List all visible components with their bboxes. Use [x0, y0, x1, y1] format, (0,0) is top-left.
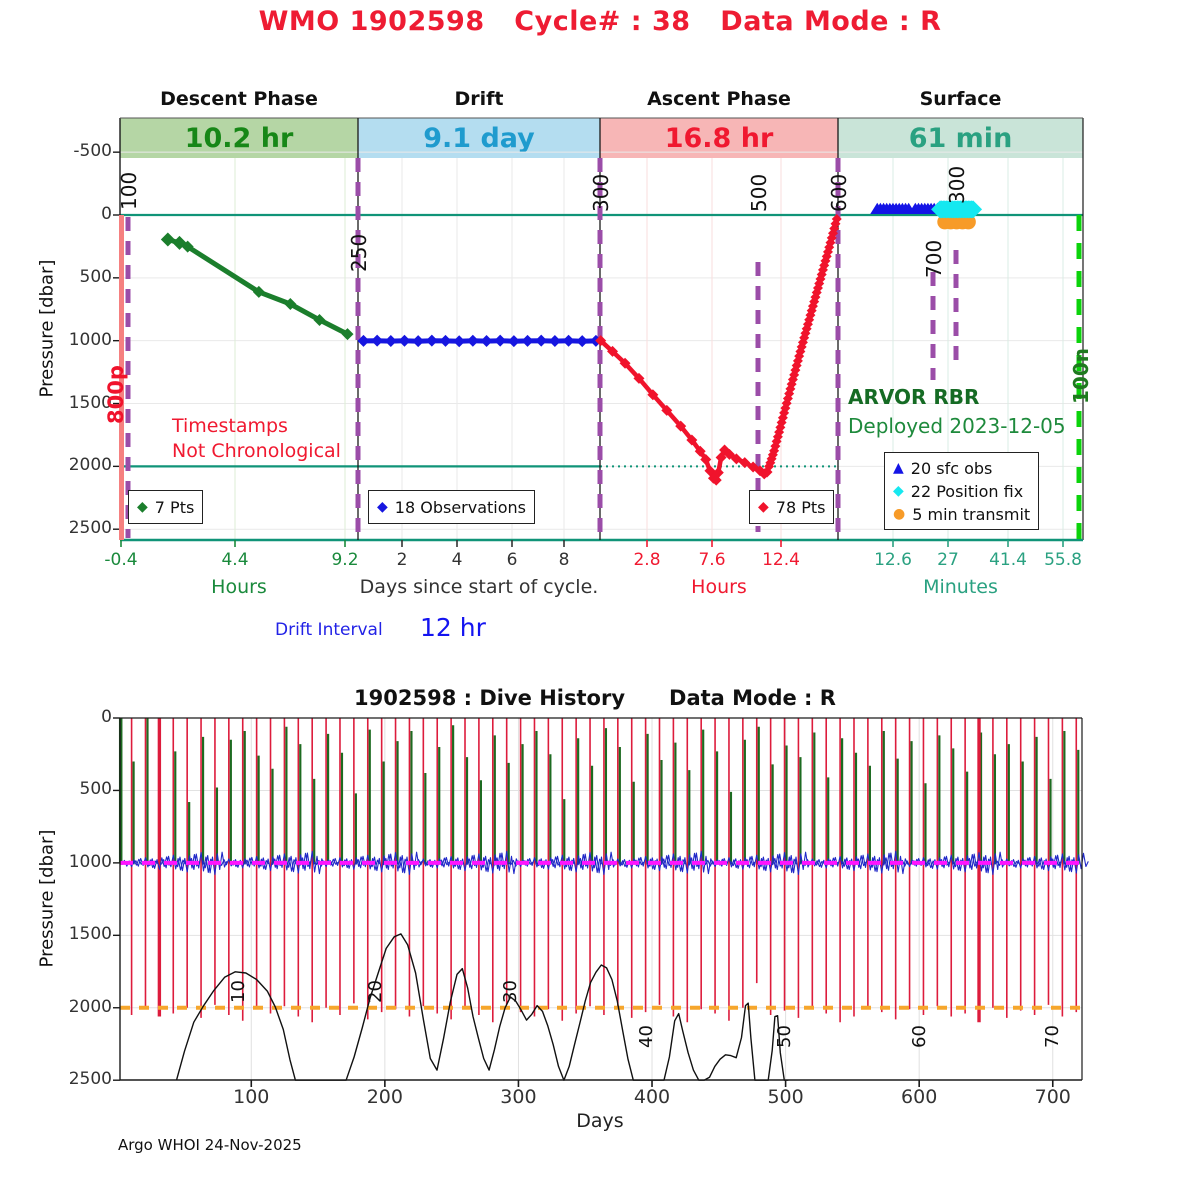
surface-timestamp-label: 100n	[1069, 348, 1093, 404]
bottom-y-tick-0: 0	[101, 707, 112, 727]
top-x-tick-41.4: 41.4	[989, 550, 1027, 570]
top-x-tick-9.2: 9.2	[331, 550, 359, 570]
transmit-legend-label: 5 min transmit	[912, 504, 1031, 524]
red-diamond-icon: ◆	[758, 499, 769, 515]
x-axis-label-0: Hours	[211, 576, 267, 598]
bottom-x-tick-500: 500	[767, 1086, 804, 1108]
credit-line: Argo WHOI 24-Nov-2025	[118, 1136, 302, 1154]
drift-interval-value: 12 hr	[420, 613, 486, 642]
time-marker-label-4: 600	[827, 173, 851, 212]
drift-duration: 9.1 day	[423, 122, 535, 154]
ascent-legend	[749, 490, 834, 524]
bottom-x-tick-700: 700	[1034, 1086, 1071, 1108]
top-x-tick-12.4: 12.4	[762, 550, 800, 570]
top-x-tick-2.8: 2.8	[633, 550, 661, 570]
drift-legend-label: 18 Observations	[394, 497, 526, 517]
top-y-tick-2500: 2500	[68, 518, 112, 539]
top-y-tick-2000: 2000	[68, 455, 112, 476]
sfc-obs-legend-label: 20 sfc obs	[910, 458, 993, 478]
descent-duration: 10.2 hr	[184, 122, 294, 154]
top-x-tick-7.6: 7.6	[698, 550, 726, 570]
deployed-date-label: Deployed 2023-12-05	[848, 414, 1066, 438]
top-y-axis-label: Pressure [dbar]	[36, 259, 58, 398]
position-fix-legend-label: 22 Position fix	[910, 481, 1024, 501]
cycle-number-label-40: 40	[636, 1025, 658, 1048]
time-marker-label-1: 250	[347, 233, 371, 272]
top-x-tick-4: 4	[451, 550, 463, 570]
top-x-tick-6: 6	[506, 550, 518, 570]
x-axis-label-3: Minutes	[923, 576, 998, 598]
float-model-label: ARVOR RBR	[848, 385, 980, 409]
top-y-tick-1000: 1000	[68, 329, 112, 350]
drift-interval-label: Drift Interval	[275, 620, 383, 640]
bottom-x-tick-300: 300	[500, 1086, 537, 1108]
cycle-number-label-10: 10	[227, 980, 249, 1003]
descent-legend-label: 7 Pts	[154, 497, 195, 517]
top-x-tick-27: 27	[937, 550, 959, 570]
bottom-y-axis-label: Pressure [dbar]	[36, 829, 58, 968]
descent-timestamp-label: 800p	[104, 365, 128, 424]
bottom-y-tick-2000: 2000	[68, 996, 112, 1017]
time-marker-label-2: 300	[589, 173, 613, 212]
blue-triangle-icon: ▲	[893, 460, 904, 476]
top-x-tick--0.4: -0.4	[104, 550, 138, 570]
cyan-diamond-icon: ◆	[893, 483, 904, 499]
top-y-tick-0: 0	[101, 204, 112, 224]
surface-legend	[884, 452, 1039, 530]
descent-phase-title: Descent Phase	[160, 88, 318, 110]
cycle-number-label-20: 20	[365, 980, 387, 1003]
orange-circle-icon: ●	[893, 506, 906, 522]
drift-phase-title: Drift	[454, 88, 504, 110]
bottom-y-tick-500: 500	[79, 779, 112, 800]
descent-legend	[128, 490, 203, 524]
bottom-x-axis-label: Days	[576, 1110, 624, 1132]
dive-history-title	[0, 686, 1190, 710]
top-y-tick-1500: 1500	[68, 392, 112, 413]
top-y-tick--500: -500	[73, 141, 112, 162]
bottom-y-tick-1500: 1500	[68, 924, 112, 945]
ascent-legend-label: 78 Pts	[775, 497, 826, 517]
surface-duration: 61 min	[908, 122, 1013, 154]
top-x-tick-2: 2	[396, 550, 408, 570]
time-marker-label-5: 700	[922, 239, 946, 278]
top-x-tick-8: 8	[558, 550, 570, 570]
cycle-number-label-60: 60	[908, 1025, 930, 1048]
x-axis-label-1: Days since start of cycle.	[359, 576, 599, 598]
dive-history-title-right: Data Mode : R	[669, 686, 836, 710]
bottom-x-tick-100: 100	[233, 1086, 270, 1108]
cycle-number-label-70: 70	[1042, 1025, 1064, 1048]
surface-phase-title: Surface	[919, 88, 1002, 110]
blue-diamond-icon: ◆	[377, 499, 388, 515]
ascent-phase-title: Ascent Phase	[647, 88, 791, 110]
time-marker-label-0: 100	[117, 171, 141, 210]
top-x-tick-55.8: 55.8	[1044, 550, 1082, 570]
top-x-tick-12.6: 12.6	[874, 550, 912, 570]
bottom-y-tick-1000: 1000	[68, 851, 112, 872]
x-axis-label-2: Hours	[691, 576, 747, 598]
timestamps-note-line2: Not Chronological	[172, 440, 341, 462]
page-title: WMO 1902598 Cycle# : 38 Data Mode : R	[258, 6, 942, 37]
ascent-duration: 16.8 hr	[664, 122, 774, 154]
time-marker-label-3: 500	[747, 173, 771, 212]
cycle-number-label-50: 50	[773, 1025, 795, 1048]
bottom-x-tick-600: 600	[901, 1086, 938, 1108]
time-marker-label-6: 300	[945, 165, 969, 204]
bottom-x-tick-200: 200	[366, 1086, 403, 1108]
bottom-x-tick-400: 400	[633, 1086, 671, 1108]
top-x-tick-4.4: 4.4	[221, 550, 249, 570]
bottom-y-tick-2500: 2500	[68, 1069, 112, 1090]
dive-history-title-left: 1902598 : Dive History	[354, 686, 626, 710]
top-y-tick-500: 500	[79, 266, 112, 287]
cycle-number-label-30: 30	[500, 980, 522, 1003]
drift-legend	[368, 490, 535, 524]
green-diamond-icon: ◆	[137, 499, 148, 515]
timestamps-note-line1: Timestamps	[172, 415, 288, 437]
